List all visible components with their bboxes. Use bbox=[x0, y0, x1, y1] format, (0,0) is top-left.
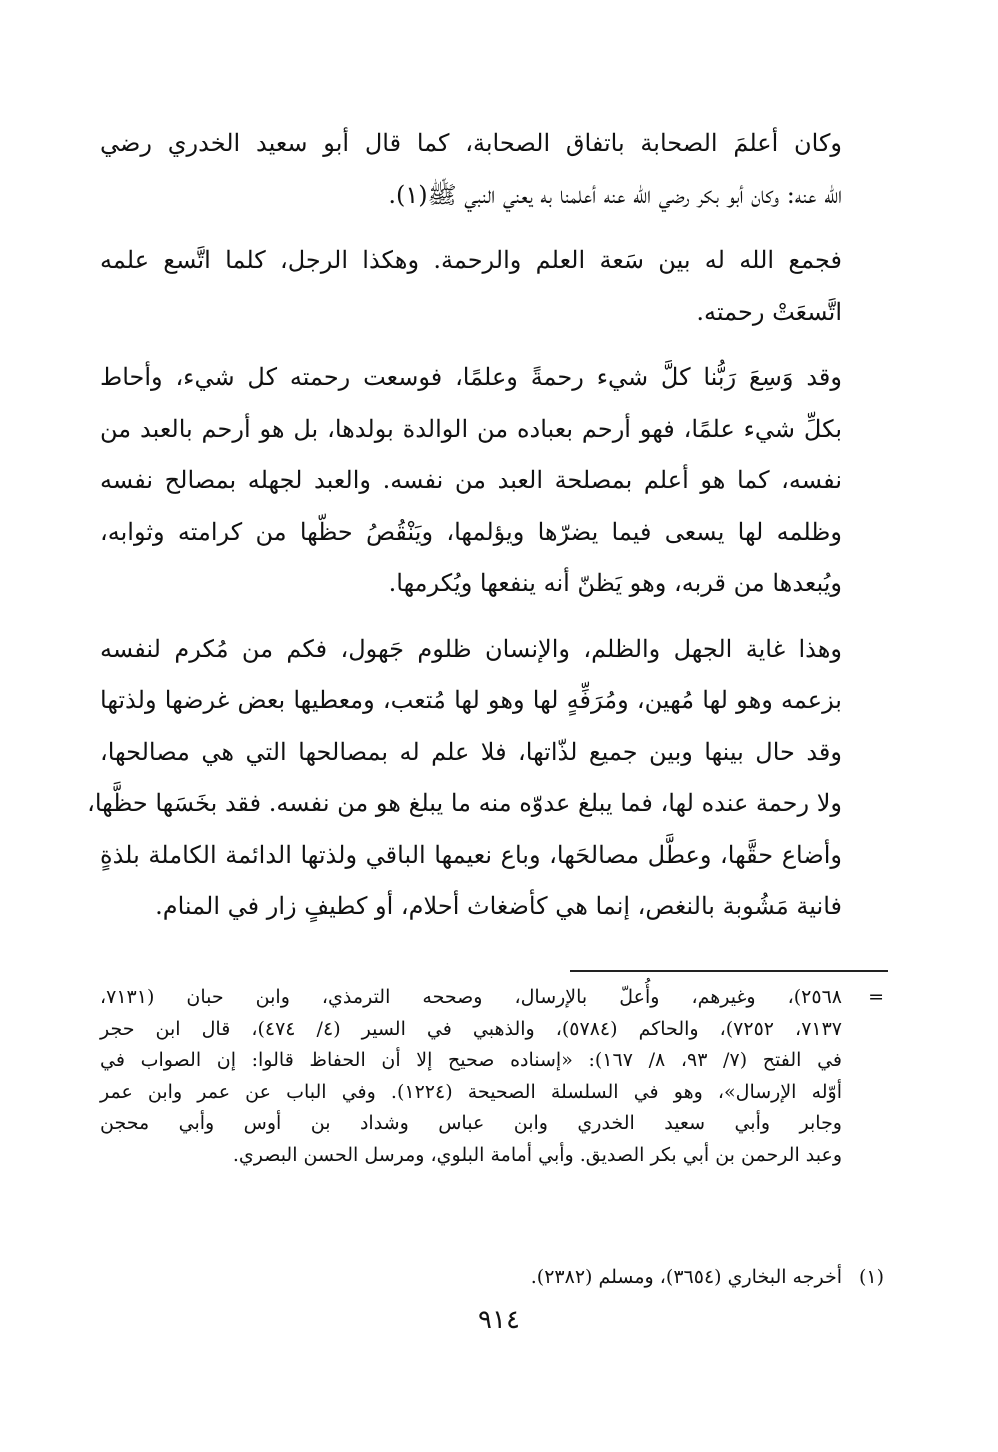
text-line: الله عنه: وكان أبو بكر رضي الله عنه أعلمنا به يعني النبي ﷺ(١). bbox=[388, 180, 842, 209]
paragraph-4 bbox=[87, 624, 843, 933]
paragraph-2 bbox=[100, 235, 842, 338]
text-line: ويُبعدها من قربه، وهو يَظنّ أنه ينفعها ويُكرمها. bbox=[388, 569, 842, 597]
text-line: وقد وَسِعَ رَبُّنا كلَّ شيء رحمةً وعلمًا، فوسعت رحمته كل شيء، وأحاط bbox=[100, 363, 842, 391]
text-line: فجمع الله له بين سَعة العلم والرحمة. وهكذا الرجل، كلما اتَّسع علمه bbox=[100, 246, 842, 274]
text-line: وأضاع حقَّها، وعطَّل مصالحَها، وباع نعيمها الباقي ولذتها الدائمة الكاملة بلذةٍ bbox=[100, 840, 842, 869]
text-line: بكلِّ شيء علمًا، فهو أرحم بعباده من الوالدة بولدها، بل هو أرحم بالعبد من bbox=[100, 414, 843, 443]
text-line: وهذا غاية الجهل والظلم، والإنسان ظلوم جَهول، فكم من مُكرم لنفسه bbox=[100, 634, 843, 663]
footnote-line: في الفتح (٧/ ٩٣، ٨/ ١٦٧): «إسناده صحيح إلا أن الحفاظ قالوا: إن الصواب في bbox=[100, 1049, 842, 1071]
footnote-line: وعبد الرحمن بن أبي بكر الصديق. وأبي أمامة البلوي، ومرسل الحسن البصري. bbox=[232, 1143, 842, 1166]
text-line: اتَّسعَتْ رحمته. bbox=[696, 297, 842, 326]
page-number: ٩١٤ bbox=[478, 1305, 520, 1335]
paragraph-3 bbox=[100, 352, 842, 610]
text-line: ولا رحمة عنده لها، فما يبلغ عدوّه منه ما يبلغ هو من نفسه. فقد بخَسَها حظَّها، bbox=[87, 789, 842, 817]
footnote-line: وجابر وأبي سعيد الخدري وابن عباس وشداد بن أوس وأبي محجن bbox=[100, 1112, 842, 1134]
footnote-line: أوّله الإرسال»، وهو في السلسلة الصحيحة (١٢٢٤). وفي الباب عن عمر وابن عمر bbox=[100, 1080, 842, 1103]
text-line: وكان أعلمَ الصحابة باتفاق الصحابة، كما قال أبو سعيد الخدري رضي bbox=[100, 129, 842, 157]
footnote-separator bbox=[570, 970, 888, 972]
paragraph-1 bbox=[100, 118, 842, 221]
text-line: وظلمه لها يسعى فيما يضرّها ويؤلمها، ويَنْقُصُ حظّها من كرامته وثوابه، bbox=[100, 517, 842, 546]
text-line: فانية مَشُوبة بالنغص، إنما هي كأضغاث أحلام، أو كطيفٍ زار في المنام. bbox=[155, 892, 842, 920]
footnote-line: ٧١٣٧، ٧٢٥٢)، والحاكم (٥٧٨٤)، والذهبي في السير (٤/ ٤٧٤)، قال ابن حجر bbox=[100, 1017, 843, 1040]
continuation-marker: = bbox=[868, 986, 884, 1008]
footnote-text: أخرجه البخاري (٣٦٥٤)، ومسلم (٢٣٨٢). bbox=[530, 1266, 842, 1288]
text-line: نفسه، كما هو أعلم بمصلحة العبد من نفسه. والعبد لجهله بمصالح نفسه bbox=[100, 466, 842, 494]
main-text bbox=[87, 118, 843, 947]
text-line: وقد حال بينها وبين جميع لذّاتها، فلا علم له بمصالحها التي هي مصالحها، bbox=[100, 737, 842, 766]
footnote-1 bbox=[100, 1262, 884, 1294]
footnotes-continuation bbox=[100, 982, 884, 1171]
text-line: بزعمه وهو لها مُهين، ومُرَفِّهٍ لها وهو لها مُتعب، ومعطيها بعض غرضها ولذتها bbox=[100, 686, 842, 714]
footnote-line: ٢٥٦٨)، وغيرهم، وأُعلّ بالإرسال، وصححه الترمذي، وابن حبان (٧١٣١، bbox=[100, 986, 842, 1008]
footnote-number: (١) bbox=[858, 1266, 884, 1288]
